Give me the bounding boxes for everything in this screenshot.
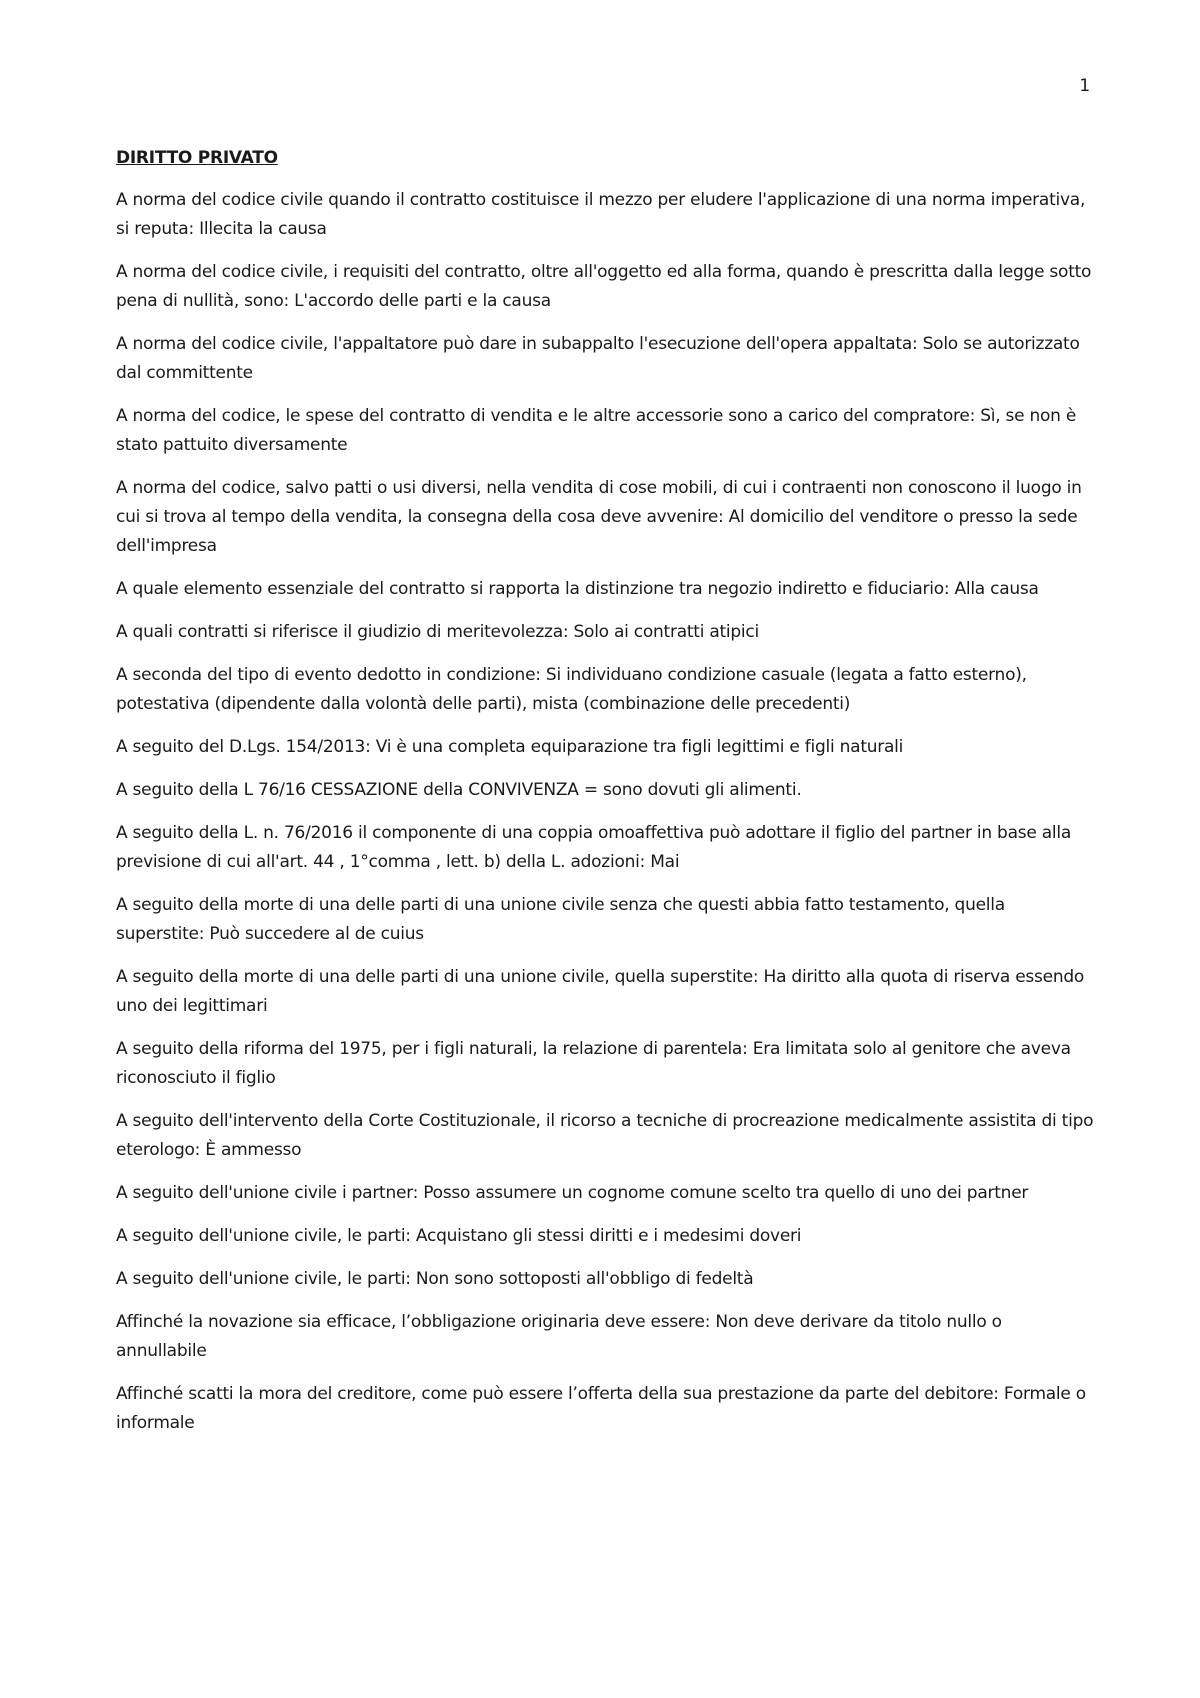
question-answer-paragraph: A seguito dell'unione civile i partner: Posso assumere un cognome comune scelto tra quello di uno dei partner [116, 1183, 1029, 1203]
question-answer-paragraph: A norma del codice civile, i requisiti del contratto, oltre all'oggetto ed alla forma, quando è prescritta dalla legge sotto pena di nullità, sono: L'accordo delle parti e la causa [116, 262, 1092, 311]
question-answer-paragraph: A seguito dell'unione civile, le parti: Acquistano gli stessi diritti e i medesimi doveri [116, 1226, 802, 1246]
question-answer-paragraph: A norma del codice civile quando il contratto costituisce il mezzo per eludere l'applicazione di una norma imperativa, si reputa: Illecita la causa [116, 190, 1086, 239]
question-answer-paragraph: A norma del codice, le spese del contratto di vendita e le altre accessorie sono a carico del compratore: Sì, se non è stato pattuito diversamente [116, 406, 1077, 455]
question-answer-paragraph: A seguito della morte di una delle parti di una unione civile, quella superstite: Ha diritto alla quota di riserva essendo uno dei legittimari [116, 967, 1085, 1016]
question-answer-paragraph: A seguito della L. n. 76/2016 il componente di una coppia omoaffettiva può adottare il figlio del partner in base alla previsione di cui all'art. 44 , 1°comma , lett. b) della L. adozioni: Mai [116, 823, 1071, 872]
question-answer-paragraph: Affinché la novazione sia efficace, l’obbligazione originaria deve essere: Non deve derivare da titolo nullo o annullabile [116, 1312, 1002, 1361]
question-answer-paragraph: A norma del codice, salvo patti o usi diversi, nella vendita di cose mobili, di cui i contraenti non conoscono il luogo in cui si trova al tempo della vendita, la consegna della cosa deve avvenire: Al domicilio del venditore o presso la sede dell'impresa [116, 478, 1082, 556]
question-answer-paragraph: A norma del codice civile, l'appaltatore può dare in subappalto l'esecuzione dell'opera appaltata: Solo se autorizzato dal committente [116, 334, 1080, 383]
question-answer-paragraph: A quali contratti si riferisce il giudizio di meritevolezza: Solo ai contratti atipici [116, 622, 759, 642]
document-body [116, 144, 1096, 1452]
question-answer-paragraph: A quale elemento essenziale del contratto si rapporta la distinzione tra negozio indiretto e fiduciario: Alla causa [116, 579, 1039, 599]
question-answer-paragraph: Affinché scatti la mora del creditore, come può essere l’offerta della sua prestazione da parte del debitore: Formale o informale [116, 1384, 1086, 1433]
question-answer-paragraph: A seguito della riforma del 1975, per i figli naturali, la relazione di parentela: Era limitata solo al genitore che aveva riconosciuto il figlio [116, 1039, 1071, 1088]
question-answer-paragraph: A seguito della L 76/16 CESSAZIONE della CONVIVENZA = sono dovuti gli alimenti. [116, 780, 802, 800]
question-answer-paragraph: A seguito dell'intervento della Corte Costituzionale, il ricorso a tecniche di procreazione medicalmente assistita di tipo eterologo: È ammesso [116, 1111, 1094, 1160]
question-answer-paragraph: A seguito della morte di una delle parti di una unione civile senza che questi abbia fatto testamento, quella superstite: Può succedere al de cuius [116, 895, 1005, 944]
question-answer-paragraph: A seguito del D.Lgs. 154/2013: Vi è una completa equiparazione tra figli legittimi e figli naturali [116, 737, 904, 757]
question-answer-paragraph: A seconda del tipo di evento dedotto in condizione: Si individuano condizione casuale (legata a fatto esterno), potestativa (dipendente dalla volontà delle parti), mista (combinazione delle precedenti) [116, 665, 1027, 714]
question-answer-paragraph: A seguito dell'unione civile, le parti: Non sono sottoposti all'obbligo di fedeltà [116, 1269, 754, 1289]
page-number: 1 [1079, 76, 1090, 96]
document-title: DIRITTO PRIVATO [116, 148, 278, 168]
